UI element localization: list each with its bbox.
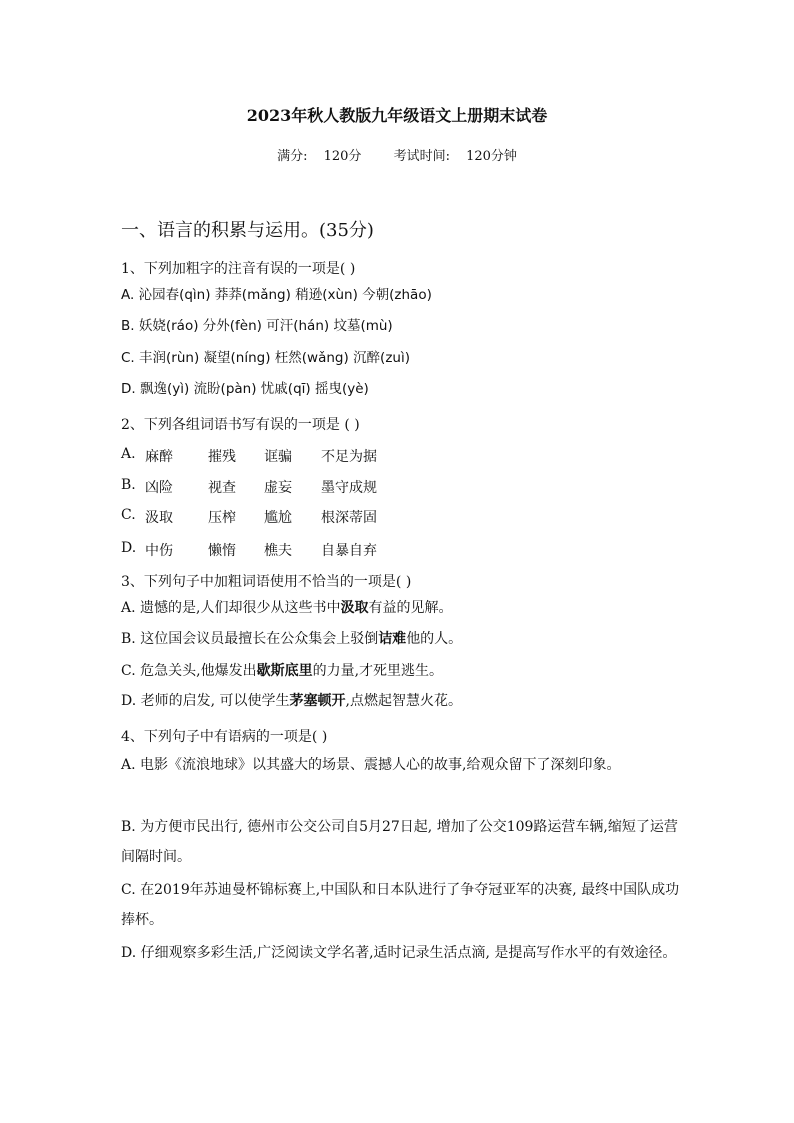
question-3-option-b: B. 这位国会议员最擅长在公众集会上驳倒诘难他的人。 <box>121 631 463 647</box>
question-1-stem: 1、下列加粗字的注音有误的一项是( ) <box>121 261 356 277</box>
question-1-option-c: C. 丰润(rùn) 凝望(níng) 枉然(wǎng) 沉醉(zuì) <box>121 350 410 366</box>
score-label: 满分: <box>277 149 308 164</box>
bold-term: 诘难 <box>378 631 407 647</box>
question-3-option-d: D. 老师的启发, 可以使学生茅塞顿开,点燃起智慧火花。 <box>121 693 462 709</box>
bold-term: 汲取 <box>340 600 369 616</box>
question-2-option-c: C. 汲取 压榨 尴尬 根深蒂固 <box>121 507 377 526</box>
question-4-option-c: C. 在2019年苏迪曼杯锦标赛上,中国队和日本队进行了争夺冠亚军的决赛, 最终中国队成功捧杯。 <box>121 882 680 928</box>
question-4-option-a: A. 电影《流浪地球》以其盛大的场景、震撼人心的故事,给观众留下了深刻印象。 <box>121 757 621 773</box>
time-value: 120分钟 <box>466 149 517 164</box>
question-3-option-a: A. 遗憾的是,人们却很少从这些书中汲取有益的见解。 <box>121 600 453 616</box>
question-1-option-b: B. 妖娆(ráo) 分外(fèn) 可汗(hán) 坟墓(mù) <box>121 318 393 334</box>
question-2-option-a: A. 麻醉 摧残 诓骗 不足为据 <box>121 446 377 465</box>
question-4-stem: 4、下列句子中有语病的一项是( ) <box>121 729 328 745</box>
question-2-option-b: B. 凶险 视查 虚妄 墨守成规 <box>121 477 377 496</box>
bold-term: 茅塞顿开 <box>289 693 346 709</box>
question-3-stem: 3、下列句子中加粗词语使用不恰当的一项是( ) <box>121 574 412 590</box>
bold-term: 歇斯底里 <box>256 663 313 679</box>
exam-meta <box>0 145 794 164</box>
question-4-option-b: B. 为方便市民出行, 德州市公交公司自5月27日起, 增加了公交109路运营车辆,缩短了运营间隔时间。 <box>121 819 678 865</box>
exam-title: 2023年秋人教版九年级语文上册期末试卷 <box>246 106 548 125</box>
question-2-option-d: D. 中伤 懒惰 樵夫 自暴自弃 <box>121 540 377 559</box>
question-4-option-d: D. 仔细观察多彩生活,广泛阅读文学名著,适时记录生活点滴, 是提高写作水平的有效途径。 <box>121 945 677 961</box>
question-1-option-d: D. 飘逸(yì) 流盼(pàn) 忧戚(qī) 摇曳(yè) <box>121 381 369 397</box>
section-heading: 一、语言的积累与运用。(35分) <box>121 220 374 241</box>
score-value: 120分 <box>323 149 362 164</box>
question-3-option-c: C. 危急关头,他爆发出歇斯底里的力量,才死里逃生。 <box>121 663 444 679</box>
time-label: 考试时间: <box>393 149 450 164</box>
question-2-stem: 2、下列各组词语书写有误的一项是 ( ) <box>121 417 360 433</box>
question-1-option-a: A. 沁园春(qìn) 莽莽(mǎng) 稍逊(xùn) 今朝(zhāo) <box>121 287 432 303</box>
